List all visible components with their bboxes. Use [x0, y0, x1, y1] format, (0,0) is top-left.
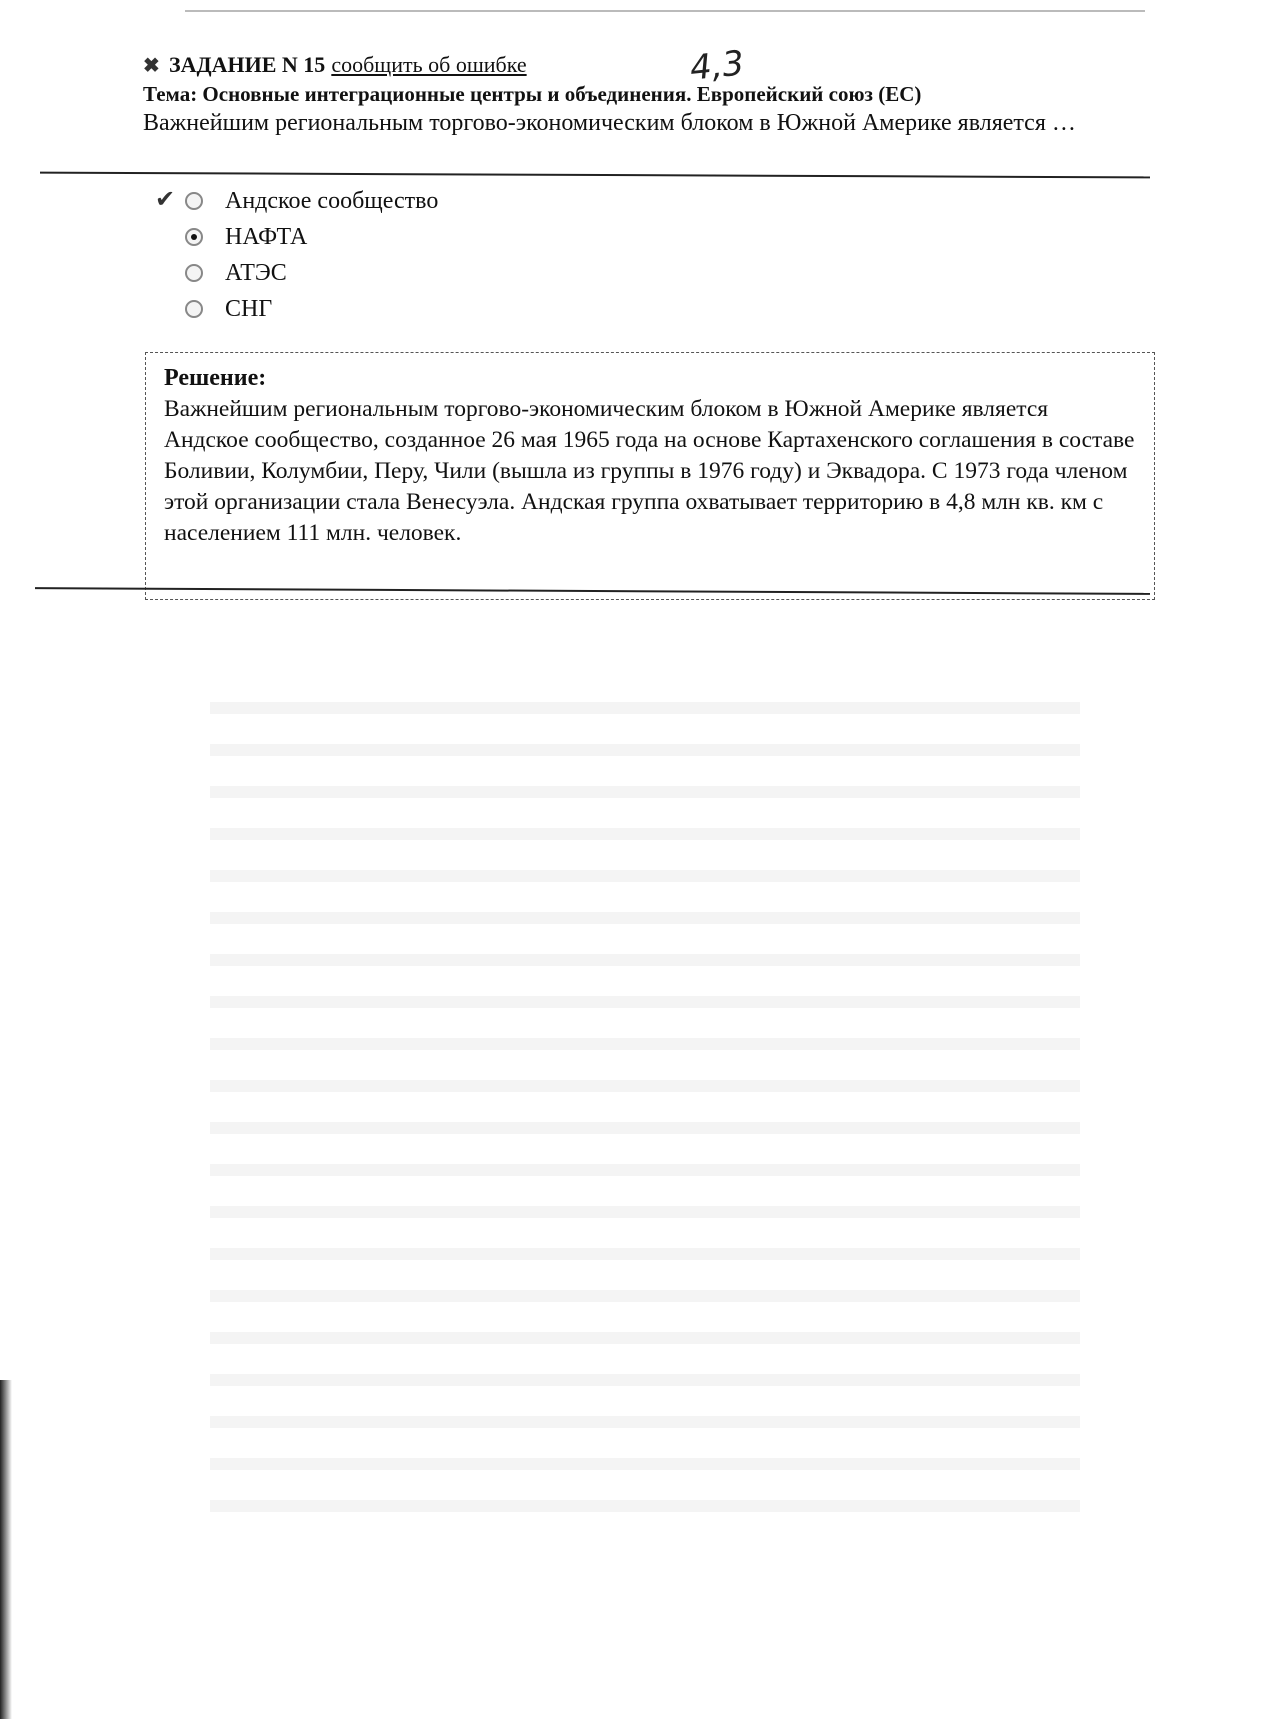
- task-topic: Тема: Основные интеграционные центры и объединения. Европейский союз (ЕС): [143, 82, 922, 106]
- answer-options: [155, 183, 439, 327]
- solution-title: Решение:: [164, 365, 267, 391]
- option-label: АТЭС: [225, 259, 287, 286]
- option-apec[interactable]: [185, 255, 438, 291]
- handwritten-note: 4,3: [688, 43, 747, 89]
- option-label: СНГ: [225, 295, 273, 322]
- option-label: НАФТА: [225, 223, 308, 250]
- task-header: [143, 52, 527, 78]
- scan-edge-shadow: [0, 1380, 12, 1719]
- question-text: Важнейшим региональным торгово-экономическим блоком в Южной Америке является …: [143, 110, 1076, 136]
- top-border-line: [185, 10, 1145, 12]
- check-icon: ✔: [155, 187, 176, 213]
- solution-text: Важнейшим региональным торгово-экономическим блоком в Южной Америке является Андское сообщество, созданное 26 мая 1965 года на основе Картахенского соглашения в составе Боливии, Колумбии, Перу, Чили (вышла из группы в 1976 году) и Эквадора. С 1973 года членом этой организации стала Венесуэла. Андская группа охватывает территорию в 4,8 млн кв. км с населением 111 млн. человек.: [164, 396, 1135, 546]
- radio-button-selected[interactable]: [185, 228, 203, 246]
- radio-button[interactable]: [185, 264, 203, 282]
- radio-button[interactable]: [185, 300, 203, 318]
- paper-cut-line: [40, 172, 1150, 179]
- option-cis[interactable]: [185, 291, 438, 327]
- solution-box: [145, 352, 1155, 600]
- task-number: ЗАДАНИЕ N 15: [169, 52, 326, 77]
- x-mark-icon: ✖: [143, 55, 160, 77]
- option-andean-community[interactable]: [155, 183, 439, 219]
- radio-button[interactable]: [185, 192, 203, 210]
- faint-bleed-through-text: [210, 680, 1080, 1540]
- report-error-link[interactable]: сообщить об ошибке: [331, 52, 527, 77]
- option-label: Андское сообщество: [225, 187, 439, 214]
- option-nafta[interactable]: [185, 219, 438, 255]
